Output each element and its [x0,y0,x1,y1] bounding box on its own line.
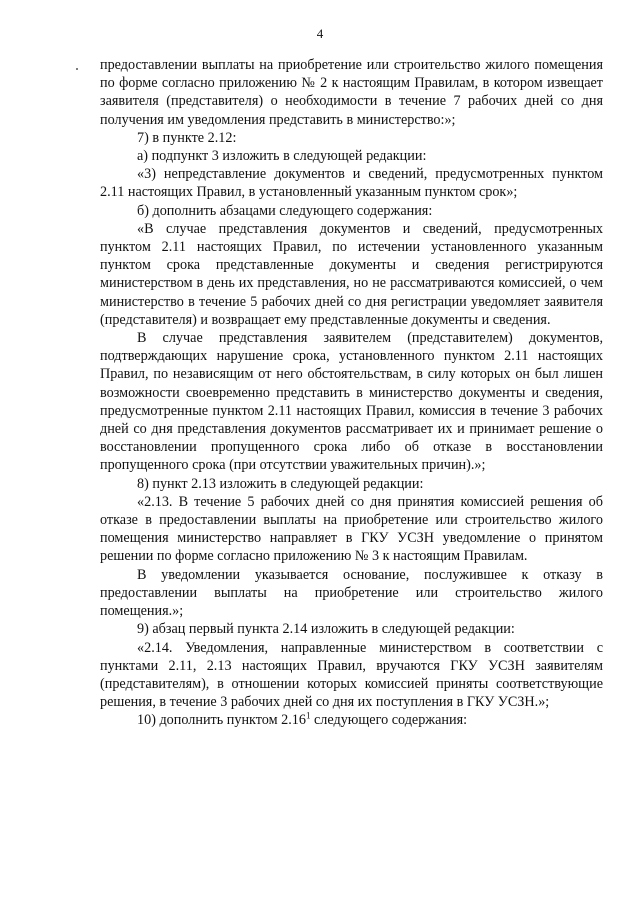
paragraph-continuation: предоставлении выплаты на приобретение или строительство жилого помещения по форме согласно приложению № 2 к настоящим Правилам, в котором извещает заявителя (представителя) о необходимости в течение 7 рабочих дней со дня получения им уведомления представить в министерство:»; [100,57,603,128]
paragraph-item-9: 9) абзац первый пункта 2.14 изложить в следующей редакции: [137,621,515,638]
paragraph-quote-2-13: «2.13. В течение 5 рабочих дней со дня принятия комиссией решения об отказе в предоставлении выплаты на приобретение или строительство жилого помещения министерство направляет в ГКУ УСЗН уведомление о принятом решении по форме согласно приложению № 3 к настоящим Правилам. [100,493,603,565]
paragraph-item-10-text: 10) дополнить пунктом 2.16 [137,712,306,729]
paragraph-item-10-tail: следующего содержания: [310,712,468,729]
paragraph-new-text-2: В случае представления заявителем (представителем) документов, подтверждающих нарушение срока, установленного пунктом 2.11 настоящих Правил, по независящим от него обстоятельствам, в силу которых он был лишен возможности своевременно представить в министерство документы и сведения, предусмотренные пунктом 2.11 настоящих Правил, комиссия в течение 3 рабочих дней со дня представления документов рассматривает их и принимает решение о восстановлении пропущенного срока либо об отказе в восстановлении пропущенного срока (при отсутствии уважительных причин).»; [100,330,603,474]
superscript-index: 1 [305,710,311,721]
paragraph-quote-3: «3) непредставление документов и сведений, предусмотренных пунктом 2.11 настоящих Правил, в установленный указанным пунктом срок»; [100,166,603,201]
paragraph-subitem-a: а) подпункт 3 изложить в следующей редакции: [137,148,427,165]
paragraph-notice-basis: В уведомлении указывается основание, послужившее к отказу в предоставлении выплаты на приобретение или строительство жилого помещения.»; [100,566,603,620]
paragraph-item-10 [100,711,603,729]
paragraph-item-7: 7) в пункте 2.12: [137,129,237,146]
page-number: 4 [316,26,324,41]
paragraph-new-text-1: «В случае представления документов и сведений, предусмотренных пунктом 2.11 настоящих Правил, по истечении установленного указанным пунктом срока представленные документы и сведения регистрируются министерством в день их представления, но не рассматриваются комиссией, о чем министерство в течение 5 рабочих дней со дня регистрации уведомляет заявителя (представителя) и возвращает ему представленные документы и сведения. [100,220,603,328]
paragraph-quote-2-14: «2.14. Уведомления, направленные министерством в соответствии с пунктами 2.11, 2.13 настоящих Правил, вручаются ГКУ УСЗН заявителям (представителям), в отношении которых комиссией приняты соответствующие решения, в течение 3 рабочих дней со дня их поступления в ГКУ УСЗН.»; [100,639,603,711]
scan-dot [76,68,78,70]
document-body [100,56,603,730]
paragraph-subitem-b: б) дополнить абзацами следующего содержания: [137,202,433,219]
paragraph-item-8: 8) пункт 2.13 изложить в следующей редакции: [137,475,424,492]
